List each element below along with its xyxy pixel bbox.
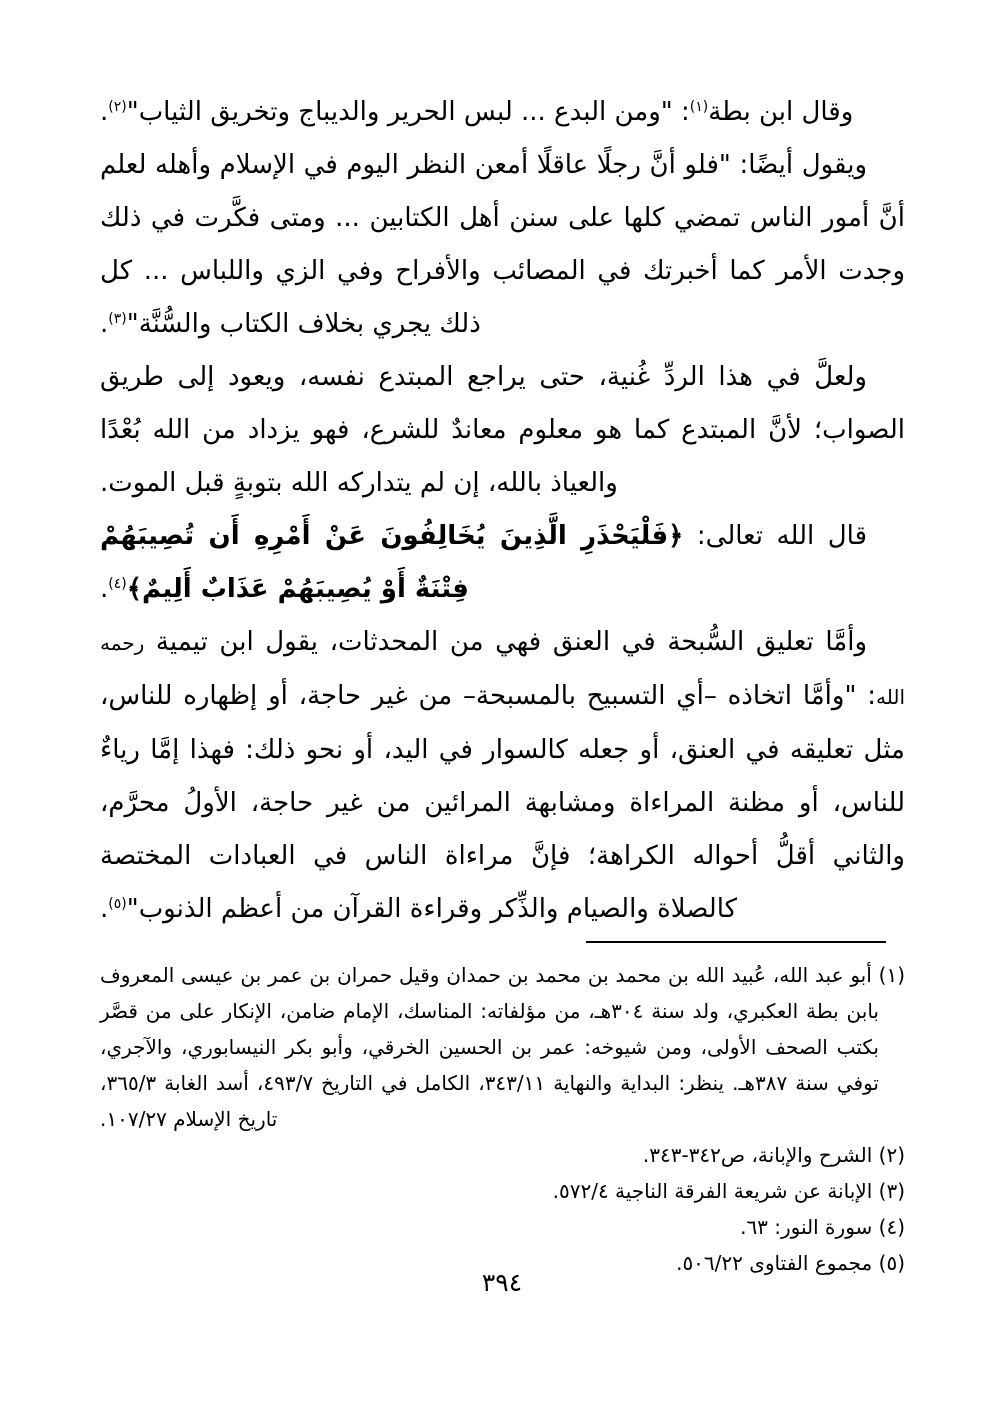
text-run: وقال ابن بطة	[708, 97, 854, 127]
quran-verse: ﴿فَلْيَحْذَرِ الَّذِينَ يُخَالِفُونَ عَنْ أَمْرِهِ أَن تُصِيبَهُمْ فِتْنَةٌ أَوْ يُصِيبَهُمْ عَذَابٌ أَلِيمٌ﴾	[100, 521, 684, 604]
paragraph	[100, 510, 905, 616]
text-run: : "وأمَّا اتخاذه –أي التسبيح بالمسبحة– من غير حاجة، أو إظهاره للناس، مثل تعليقه في العنق، أو جعله كالسوار في اليد، أو نحو ذلك: فهذا إمَّا رياءٌ للناس، أو مظنة المراءاة ومشابهة المرائين من غير حاجة، الأولُ محرَّم، والثاني أقلُّ أحواله الكراهة؛ فإنَّ مراءاة الناس في العبادات المختصة كالصلاة والصيام والذِّكر وقراءة القرآن من أعظم الذنوب"	[100, 681, 905, 924]
footnotes-section	[100, 957, 905, 1281]
paragraph	[100, 86, 905, 139]
footnote-item: (٢) الشرح والإبانة، ص٣٤٢-٣٤٣.	[642, 1143, 905, 1167]
footnote-item: (٤) سورة النور: ٦٣.	[740, 1215, 905, 1239]
footnote-item: (٣) الإبانة عن شريعة الفرقة الناجية ٥٧٢/٤.	[552, 1179, 905, 1203]
text-run: ويقول أيضًا: "فلو أنَّ رجلًا عاقلًا أمعن النظر اليوم في الإسلام وأهله لعلم أنَّ أمور الناس تمضي كلها على سنن أهل الكتابين ... ومتى فكَّرت في ذلك وجدت الأمر كما أخبرتك في المصائب والأفراح وفي الزي واللباس ... كل ذلك يجري بخلاف الكتاب والسُّنَّة"	[100, 150, 905, 339]
paragraph	[100, 351, 905, 510]
footnote-marker: (٤)	[108, 576, 127, 592]
body-text	[100, 86, 905, 936]
text-run: قال الله تعالى:	[683, 521, 868, 551]
footnote-marker: (٢)	[108, 99, 127, 115]
text-run: .	[100, 97, 109, 127]
page-number: ٣٩٤	[481, 1268, 523, 1297]
text-run: .	[100, 309, 109, 339]
text-run: ولعلَّ في هذا الردِّ غُنية، حتى يراجع المبتدع نفسه، ويعود إلى طريق الصواب؛ لأنَّ المبتدع كما هو معلوم معاندٌ للشرع، فهو يزداد من الله بُعْدًا والعياذ بالله، إن لم يتداركه الله بتوبةٍ قبل الموت.	[100, 362, 905, 498]
footnote-separator	[586, 941, 886, 943]
footnote-item: (٥) مجموع الفتاوى ٥٠٦/٢٢.	[676, 1251, 905, 1275]
footnote-marker: (١)	[689, 99, 709, 115]
footnote-marker: (٣)	[108, 311, 127, 327]
honorific-rahimahullah: رحمه الله	[100, 631, 905, 709]
text-run: : "ومن البدع ... لبس الحرير والديباج وتخريق الثياب"	[126, 97, 690, 127]
text-run: وأمَّا تعليق السُّبحة في العنق فهي من المحدثات، يقول ابن تيمية	[144, 627, 867, 657]
footnote-item: (١) أبو عبد الله، عُبيد الله بن محمد بن محمد بن حمدان وقيل حمران بن عمر بن عيسى المعروف بابن بطة العكبري، ولد سنة ٣٠٤هـ، من مؤلفاته: المناسك، الإمام ضامن، الإنكار على من قصَّر بكتب الصحف الأولى، ومن شيوخه: عمر بن الحسين الخرقي، وأبو بكر النيسابوري، والآجري، توفي سنة ٣٨٧هـ. ينظر: البداية والنهاية ٣٤٣/١١، الكامل في التاريخ ٤٩٣/٧، أسد الغابة ٣٦٥/٣، تاريخ الإسلام ١٠٧/٢٧.	[100, 963, 905, 1131]
paragraph	[100, 616, 905, 936]
text-run: .	[100, 894, 109, 924]
footnote-marker: (٥)	[108, 896, 127, 912]
text-run: .	[100, 574, 109, 604]
paragraph	[100, 139, 905, 351]
